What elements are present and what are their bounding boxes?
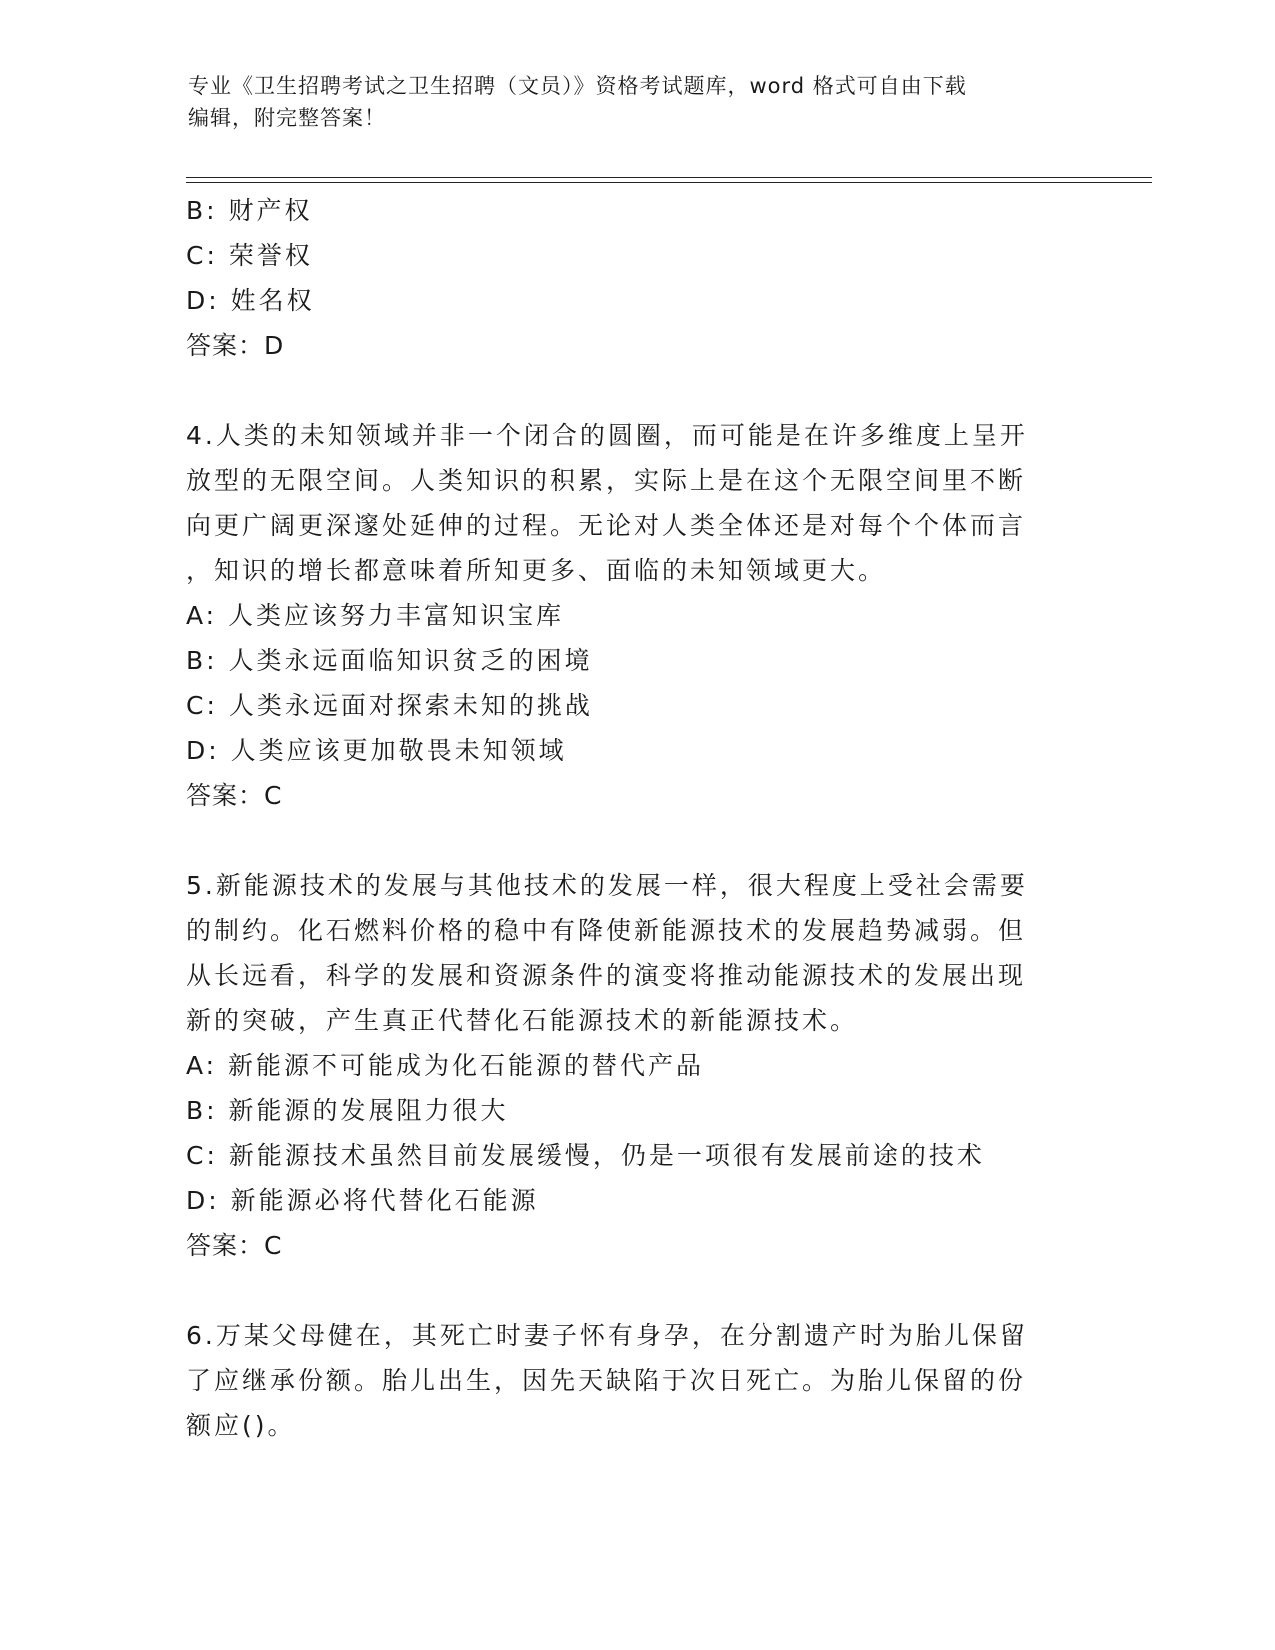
option-c: C: 人类永远面对探索未知的挑战: [186, 691, 593, 720]
header-line-1: 专业《卫生招聘考试之卫生招聘（文员）》资格考试题库，word 格式可自由下载: [188, 74, 967, 98]
option-b: B: 人类永远面临知识贫乏的困境: [186, 646, 593, 675]
document-body: [186, 188, 1066, 1448]
option-d: D: 新能源必将代替化石能源: [186, 1186, 539, 1215]
header-divider-top: [186, 177, 1152, 178]
answer: 答案：C: [186, 781, 283, 810]
option-d: D: 人类应该更加敬畏未知领域: [186, 736, 567, 765]
question-stem-line: 的制约。化石燃料价格的稳中有降使新能源技术的发展趋势减弱。但: [186, 916, 1027, 945]
question-stem-line: 5.新能源技术的发展与其他技术的发展一样，很大程度上受社会需要: [186, 871, 1028, 900]
question-stem-line: 4.人类的未知领域并非一个闭合的圆圈，而可能是在许多维度上呈开: [186, 421, 1028, 450]
option-b: B: 财产权: [186, 196, 313, 225]
page-header: [188, 70, 1068, 134]
question-3: [186, 188, 1066, 368]
header-divider-bottom: [186, 182, 1152, 183]
option-a: A: 新能源不可能成为化石能源的替代产品: [186, 1051, 705, 1080]
option-c: C: 荣誉权: [186, 241, 313, 270]
question-4: [186, 413, 1066, 818]
question-stem-line: ，知识的增长都意味着所知更多、面临的未知领域更大。: [186, 556, 887, 585]
option-b: B: 新能源的发展阻力很大: [186, 1096, 509, 1125]
question-stem-line: 向更广阔更深邃处延伸的过程。无论对人类全体还是对每个个体而言: [186, 511, 1027, 540]
question-stem-line: 6.万某父母健在，其死亡时妻子怀有身孕，在分割遗产时为胎儿保留: [186, 1321, 1028, 1350]
header-line-2: 编辑，附完整答案！: [188, 106, 386, 130]
answer: 答案：C: [186, 1231, 283, 1260]
option-c: C: 新能源技术虽然目前发展缓慢，仍是一项很有发展前途的技术: [186, 1141, 985, 1170]
question-stem-line: 从长远看，科学的发展和资源条件的演变将推动能源技术的发展出现: [186, 961, 1027, 990]
option-d: D: 姓名权: [186, 286, 315, 315]
question-stem-line: 放型的无限空间。人类知识的积累，实际上是在这个无限空间里不断: [186, 466, 1027, 495]
question-6: [186, 1313, 1066, 1448]
question-stem-line: 新的突破，产生真正代替化石能源技术的新能源技术。: [186, 1006, 859, 1035]
option-a: A: 人类应该努力丰富知识宝库: [186, 601, 565, 630]
question-stem-line: 了应继承份额。胎儿出生，因先天缺陷于次日死亡。为胎儿保留的份: [186, 1366, 1027, 1395]
question-stem-line: 额应()。: [186, 1411, 296, 1440]
answer: 答案：D: [186, 331, 285, 360]
question-5: [186, 863, 1066, 1268]
